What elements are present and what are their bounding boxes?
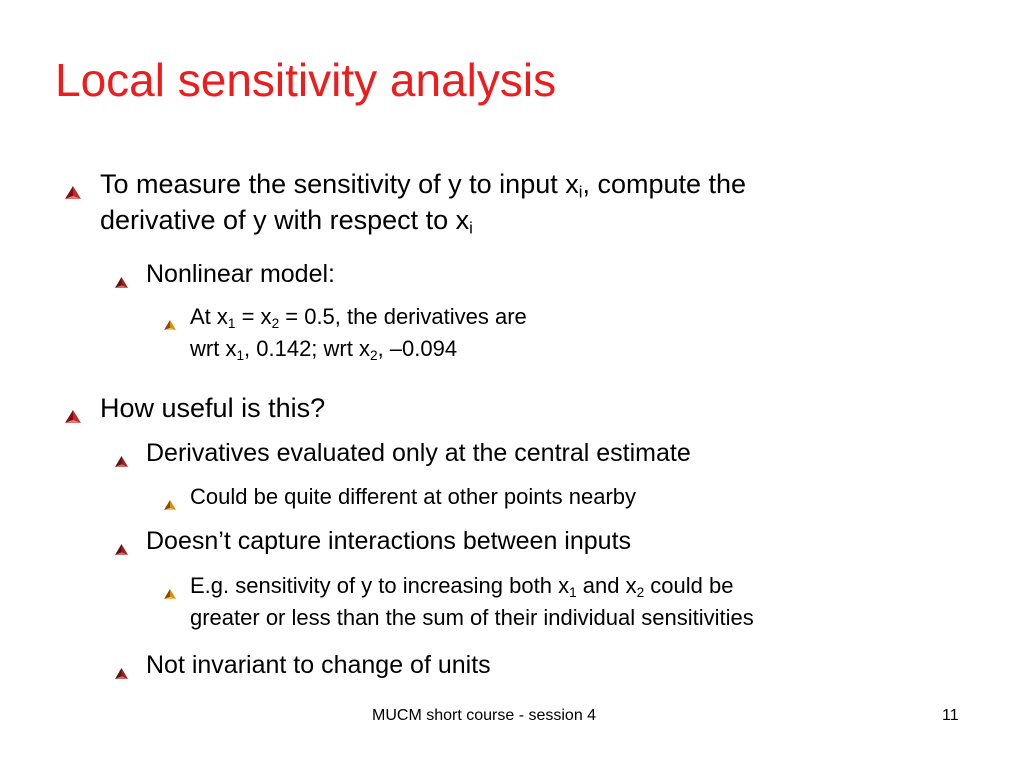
bullet-line-2: derivative of y with respect to $x_i$ (100, 205, 473, 238)
bullet-line-1: To measure the sensitivity of y to input $x_i$, compute the (100, 169, 747, 202)
pyramid-bullet-icon (163, 309, 177, 341)
bullet-line-2: wrt $x_1$, 0.142; wrt $x_2$, –0.094 (190, 336, 458, 363)
pyramid-bullet-icon (114, 266, 129, 298)
bullet-units: Not invariant to change of units (146, 649, 491, 681)
bullet-derivatives-values (190, 301, 527, 365)
pyramid-bullet-icon (64, 398, 82, 434)
bullet-measure-sensitivity (100, 166, 746, 238)
pyramid-bullet-icon (163, 578, 177, 610)
bullet-example-sensitivity (190, 570, 754, 634)
pyramid-bullet-icon (64, 174, 82, 210)
bullet-nonlinear-model: Nonlinear model: (146, 258, 335, 290)
bullet-line-1: At $x_1 = x_2 = 0.5$, the derivatives are (190, 304, 527, 331)
bullet-central-estimate: Derivatives evaluated only at the central estimate (146, 437, 691, 469)
page-number: 11 (942, 707, 959, 724)
pyramid-bullet-icon (114, 657, 129, 689)
bullet-line-2: greater or less than the sum of their individual sensitivities (190, 605, 754, 630)
slide-title: Local sensitivity analysis (55, 54, 557, 106)
bullet-interactions: Doesn’t capture interactions between inputs (146, 525, 631, 557)
bullet-other-points: Could be quite different at other points nearby (190, 481, 636, 513)
pyramid-bullet-icon (114, 445, 129, 477)
footer-text: MUCM short course - session 4 (372, 707, 597, 724)
bullet-line-1: E.g. sensitivity of y to increasing both $x_1$ and $x_2$ could be (190, 573, 734, 600)
bullet-how-useful: How useful is this? (100, 390, 325, 426)
pyramid-bullet-icon (114, 533, 129, 565)
pyramid-bullet-icon (163, 489, 177, 521)
